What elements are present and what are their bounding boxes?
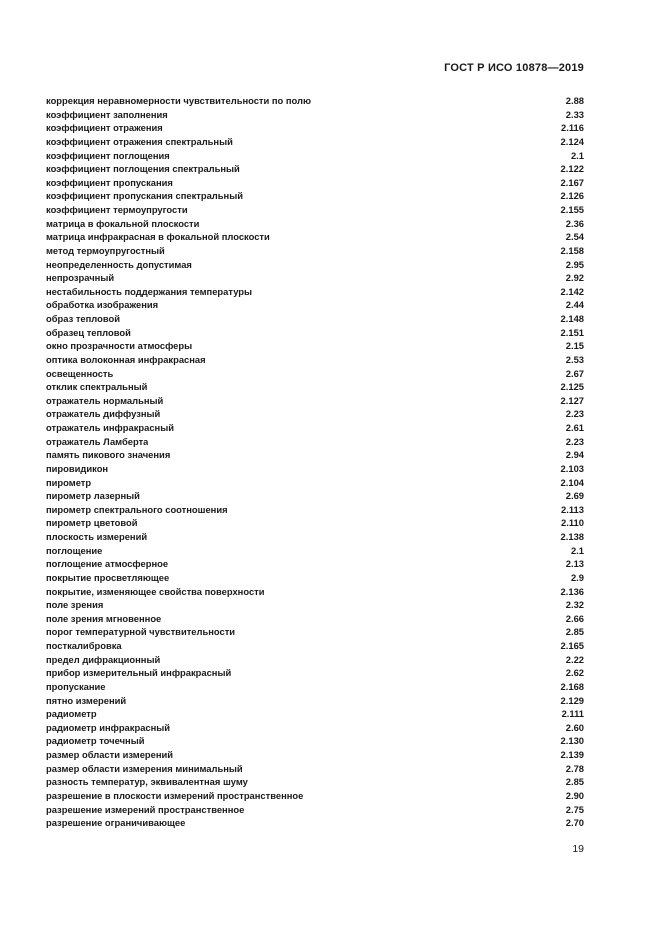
index-reference: 2.13: [565, 558, 584, 570]
index-entry: [46, 380, 584, 394]
index-term: размер области измерений: [46, 749, 174, 760]
index-entry: [46, 189, 584, 203]
index-reference: 2.70: [565, 817, 584, 829]
index-entry: [46, 489, 584, 503]
index-reference: 2.94: [565, 449, 584, 461]
index-reference: 2.129: [560, 694, 584, 706]
index-entry: [46, 721, 584, 735]
index-term: коэффициент заполнения: [46, 108, 168, 120]
index-term: поглощение атмосферное: [46, 558, 169, 570]
index-entry: [46, 162, 584, 176]
index-entry: [46, 598, 584, 612]
index-reference: 2.85: [565, 776, 584, 788]
index-term: разность температур, эквивалентная шуму: [46, 776, 248, 788]
index-entry: [46, 94, 584, 108]
index-reference: 2.125: [560, 381, 584, 393]
index-term: поле зрения: [46, 599, 104, 611]
index-term: прибор измерительный инфракрасный: [46, 667, 232, 679]
index-term: коэффициент поглощения: [46, 149, 170, 161]
index-entry: [46, 407, 584, 421]
index-reference: 2.130: [560, 735, 584, 747]
index-term: коэффициент пропускания спектральный: [46, 190, 243, 202]
page-number: 19: [572, 843, 584, 855]
index-term: коэффициент поглощения спектральный: [46, 163, 240, 175]
index-term: коррекция неравномерности чувствительности по полю: [46, 95, 312, 106]
index-reference: 2.110: [561, 517, 584, 529]
index-term: оптика волоконная инфракрасная: [46, 353, 206, 365]
index-entry: [46, 285, 584, 299]
index-reference: 2.54: [565, 231, 584, 243]
index-entry: [46, 734, 584, 748]
index-term: окно прозрачности атмосферы: [46, 340, 193, 352]
index-reference: 2.62: [565, 667, 584, 679]
index-reference: 2.44: [565, 299, 584, 311]
index-term: покрытие, изменяющее свойства поверхности: [46, 585, 265, 597]
index-entry: [46, 748, 584, 762]
index-term: разрешение измерений пространственное: [46, 803, 245, 815]
index-entry: [46, 666, 584, 680]
index-reference: 2.148: [560, 313, 584, 324]
index-term: поле зрения мгновенное: [46, 612, 162, 624]
index-entry: [46, 217, 584, 231]
index-term: матрица инфракрасная в фокальной плоскости: [46, 231, 270, 243]
index-entry: [46, 135, 584, 149]
index-reference: 2.126: [560, 190, 584, 202]
index-entry: [46, 571, 584, 585]
index-reference: 2.33: [565, 108, 584, 120]
index-reference: 2.85: [565, 626, 584, 638]
term-index-list: [46, 94, 584, 830]
index-reference: 2.104: [560, 476, 584, 488]
index-term: пропускание: [46, 680, 106, 692]
index-reference: 2.22: [565, 653, 584, 665]
index-entry: [46, 312, 584, 326]
index-reference: 2.23: [565, 435, 584, 447]
index-entry: [46, 639, 584, 653]
index-entry: [46, 271, 584, 285]
index-entry: [46, 367, 584, 381]
index-term: обработка изображения: [46, 299, 159, 311]
index-term: отражатель инфракрасный: [46, 422, 174, 433]
index-reference: 2.75: [565, 803, 584, 815]
index-reference: 2.151: [560, 326, 584, 338]
index-term: коэффициент отражения: [46, 122, 163, 134]
index-entry: [46, 816, 584, 830]
index-term: разрешение в плоскости измерений пространственное: [46, 789, 304, 801]
index-reference: 2.124: [560, 135, 584, 147]
index-entry: [46, 530, 584, 544]
index-reference: 2.66: [565, 612, 584, 624]
index-reference: 2.103: [560, 462, 584, 474]
index-entry: [46, 448, 584, 462]
index-term: освещенность: [46, 367, 114, 379]
index-reference: 2.53: [565, 353, 584, 365]
index-reference: 2.90: [565, 789, 584, 801]
index-reference: 2.67: [565, 367, 584, 379]
index-term: пирометр цветовой: [46, 517, 138, 529]
index-reference: 2.139: [560, 749, 584, 760]
index-term: коэффициент пропускания: [46, 176, 173, 188]
index-reference: 2.32: [565, 599, 584, 611]
index-entry: [46, 326, 584, 340]
index-term: пировидикон: [46, 462, 109, 474]
index-entry: [46, 653, 584, 667]
index-entry: [46, 149, 584, 163]
index-reference: 2.78: [565, 762, 584, 774]
index-term: коэффициент термоупругости: [46, 204, 188, 215]
index-term: отражатель нормальный: [46, 394, 164, 406]
index-term: предел дифракционный: [46, 653, 161, 665]
index-term: непрозрачный: [46, 272, 115, 284]
index-reference: 2.61: [565, 422, 584, 433]
index-reference: 2.168: [560, 680, 584, 692]
index-term: порог температурной чувствительности: [46, 626, 236, 638]
index-reference: 2.116: [561, 122, 584, 134]
index-entry: [46, 625, 584, 639]
index-entry: [46, 585, 584, 599]
index-reference: 2.69: [565, 490, 584, 502]
index-term: отражатель Ламберта: [46, 435, 149, 447]
index-reference: 2.136: [560, 585, 584, 597]
index-reference: 2.142: [560, 285, 584, 297]
index-reference: 2.122: [560, 163, 584, 175]
index-entry: [46, 258, 584, 272]
index-entry: [46, 108, 584, 122]
index-reference: 2.92: [565, 272, 584, 284]
index-term: нестабильность поддержания температуры: [46, 285, 253, 297]
index-entry: [46, 503, 584, 517]
index-reference: 2.88: [565, 95, 584, 106]
index-term: отклик спектральный: [46, 381, 148, 393]
index-term: отражатель диффузный: [46, 408, 161, 420]
index-entry: [46, 612, 584, 626]
index-reference: 2.167: [560, 176, 584, 188]
index-entry: [46, 298, 584, 312]
index-term: неопределенность допустимая: [46, 258, 192, 270]
index-term: радиометр: [46, 708, 97, 720]
index-entry: [46, 462, 584, 476]
index-reference: 2.158: [560, 244, 584, 256]
index-reference: 2.1: [570, 149, 584, 161]
index-reference: 2.111: [561, 708, 584, 720]
index-entry: [46, 435, 584, 449]
index-reference: 2.95: [565, 258, 584, 270]
index-term: матрица в фокальной плоскости: [46, 217, 200, 229]
index-reference: 2.165: [560, 640, 584, 651]
index-term: радиометр точечный: [46, 735, 145, 747]
index-entry: [46, 775, 584, 789]
index-entry: [46, 394, 584, 408]
index-entry: [46, 230, 584, 244]
index-term: образ тепловой: [46, 313, 120, 324]
index-entry: [46, 544, 584, 558]
index-entry: [46, 421, 584, 435]
index-term: пирометр: [46, 476, 92, 488]
index-entry: [46, 516, 584, 530]
index-entry: [46, 353, 584, 367]
index-entry: [46, 680, 584, 694]
index-entry: [46, 121, 584, 135]
index-term: плоскость измерений: [46, 531, 148, 542]
index-entry: [46, 694, 584, 708]
index-reference: 2.15: [565, 340, 584, 352]
document-header: ГОСТ Р ИСО 10878—2019: [444, 62, 584, 74]
index-reference: 2.1: [570, 544, 584, 556]
index-entry: [46, 803, 584, 817]
index-term: посткалибровка: [46, 640, 122, 651]
index-term: образец тепловой: [46, 326, 131, 338]
index-entry: [46, 203, 584, 217]
index-entry: [46, 789, 584, 803]
index-term: радиометр инфракрасный: [46, 721, 171, 733]
index-term: память пикового значения: [46, 449, 171, 461]
index-reference: 2.113: [561, 503, 584, 515]
index-reference: 2.155: [560, 204, 584, 215]
index-entry: [46, 476, 584, 490]
index-reference: 2.9: [570, 571, 584, 583]
index-term: пятно измерений: [46, 694, 127, 706]
index-entry: [46, 176, 584, 190]
index-reference: 2.138: [560, 531, 584, 542]
index-entry: [46, 707, 584, 721]
index-term: поглощение: [46, 544, 103, 556]
index-term: метод термоупругостный: [46, 244, 165, 256]
index-entry: [46, 244, 584, 258]
index-reference: 2.36: [565, 217, 584, 229]
index-term: разрешение ограничивающее: [46, 817, 186, 829]
index-term: пирометр лазерный: [46, 490, 140, 502]
index-entry: [46, 762, 584, 776]
index-entry: [46, 339, 584, 353]
index-term: размер области измерения минимальный: [46, 762, 243, 774]
index-term: коэффициент отражения спектральный: [46, 135, 233, 147]
index-entry: [46, 557, 584, 571]
index-reference: 2.60: [565, 721, 584, 733]
index-term: покрытие просветляющее: [46, 571, 170, 583]
index-reference: 2.127: [560, 394, 584, 406]
index-reference: 2.23: [565, 408, 584, 420]
index-term: пирометр спектрального соотношения: [46, 503, 228, 515]
